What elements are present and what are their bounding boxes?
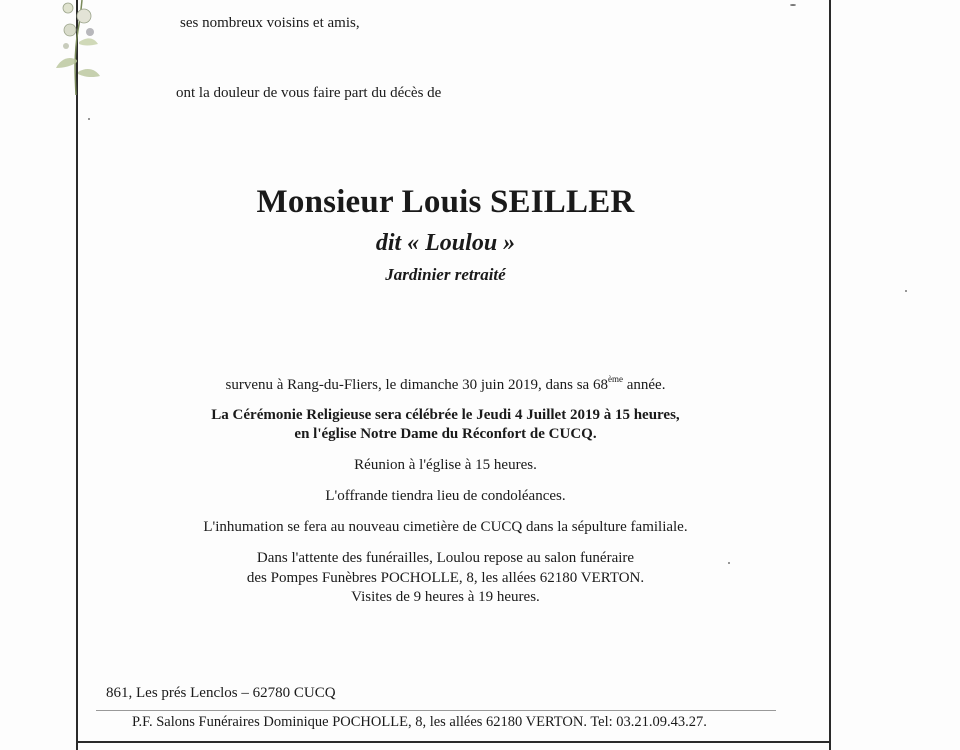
ceremony-line-2: en l'église Notre Dame du Réconfort de CUCQ. [294,426,597,442]
flower-sprig-icon [48,0,104,95]
family-address: 861, Les prés Lenclos – 62780 CUCQ [106,685,336,701]
visits-info: Visites de 9 heures à 19 heures. [351,589,540,605]
frame-right-border [829,0,831,750]
scan-speck [728,562,730,564]
deceased-name: Monsieur Louis SEILLER [256,184,635,220]
frame-bottom-border [76,741,831,743]
death-notice-ordinal: ème [607,374,623,384]
ceremony-line-1: La Cérémonie Religieuse sera célébrée le Jeudi 4 Juillet 2019 à 15 heures, [211,407,680,423]
scan-speck [905,290,907,292]
frame-left-border [76,0,78,750]
funeral-home-contact: P.F. Salons Funéraires Dominique POCHOLLE, 8, les allées 62180 VERTON. Tel: 03.21.09.43.27. [132,714,707,730]
death-notice-text: survenu à Rang-du-Fliers, le dimanche 30 juin 2019, dans sa 68 [225,377,608,393]
intro-line-announcement: ont la douleur de vous faire part du décès de [176,85,442,101]
meeting-info: Réunion à l'église à 15 heures. [354,457,537,473]
death-notice-end: année. [622,377,666,393]
rest-line-2: des Pompes Funèbres POCHOLLE, 8, les allées 62180 VERTON. [246,570,645,586]
offering-info: L'offrande tiendra lieu de condoléances. [325,488,566,504]
scan-speck [88,118,90,120]
rest-line-1: Dans l'attente des funérailles, Loulou repose au salon funéraire [256,550,635,566]
scan-speck [790,4,796,6]
intro-line-neighbors: ses nombreux voisins et amis, [180,15,360,31]
deceased-nickname: dit « Loulou » [375,230,516,256]
death-notice [70,376,821,394]
deceased-profession: Jardinier retraité [385,265,506,284]
footer-divider [96,710,776,711]
burial-info: L'inhumation se fera au nouveau cimetière de CUCQ dans la sépulture familiale. [203,519,688,535]
